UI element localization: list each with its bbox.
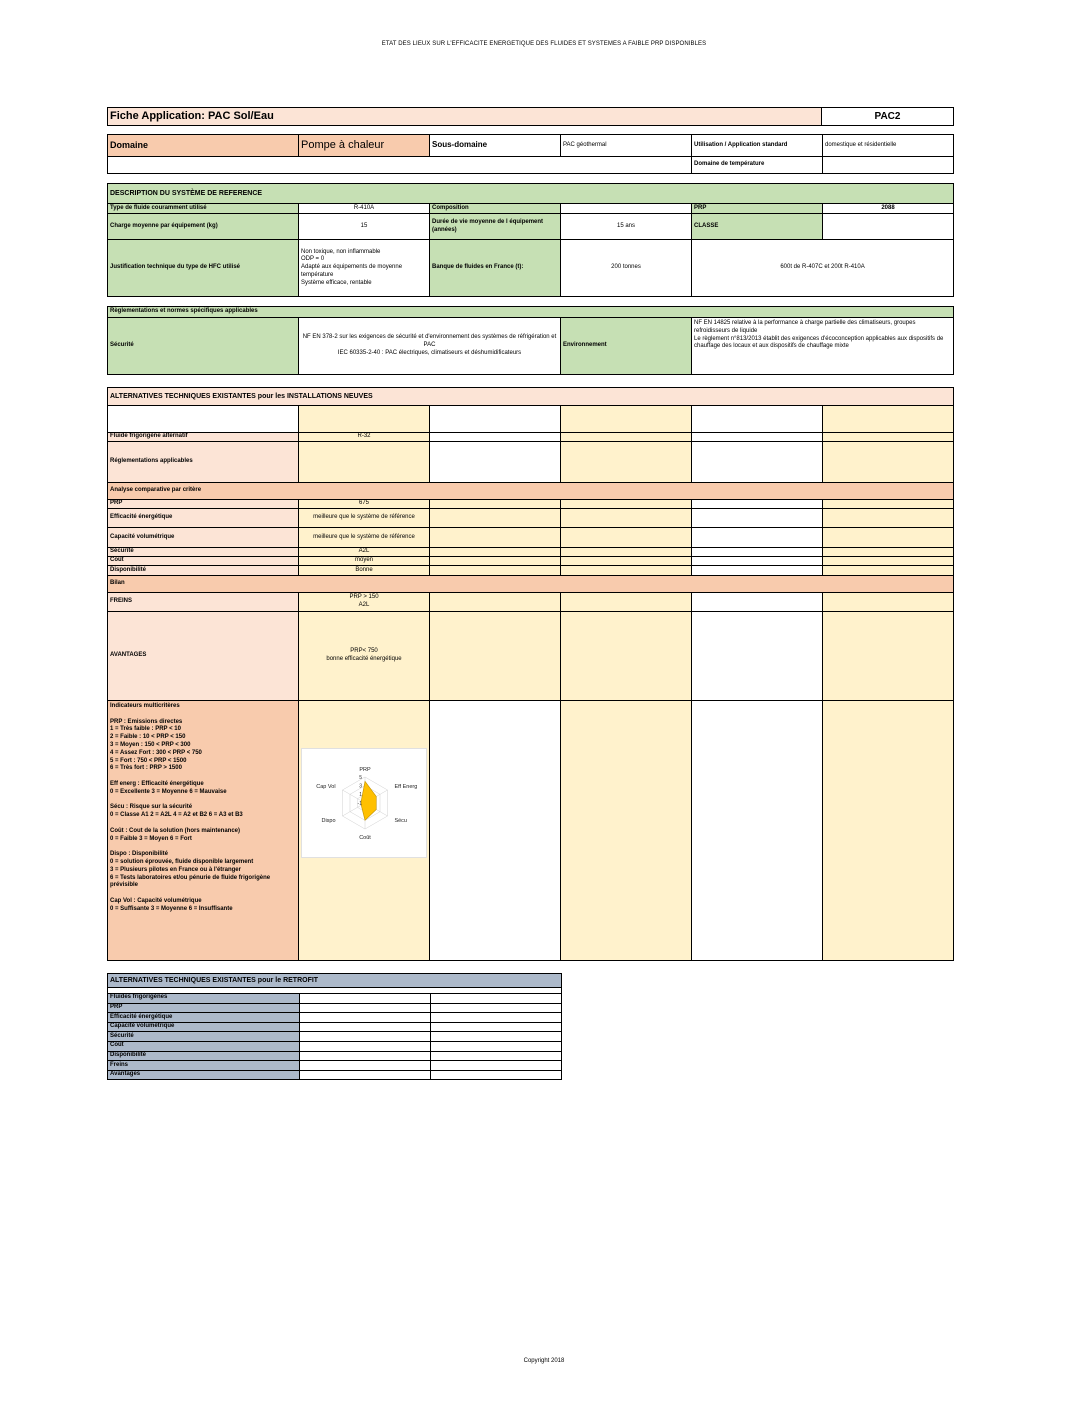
- retrofit-row-label: Fluides frigorigènes: [108, 994, 300, 1004]
- indicateur-line: 5 = Fort : 750 < PRP < 1500: [110, 757, 187, 764]
- radar-tick-label: 5: [359, 774, 362, 781]
- duree-label: Durée de vie moyenne de l équipement (années): [430, 214, 561, 240]
- indicateurs-legend: [108, 701, 299, 961]
- retrofit-cell: [300, 1041, 431, 1051]
- securite-value: [299, 318, 561, 375]
- securite-line: NF EN 378-2 sur les exigences de sécurité et d'environnement des systèmes de réfrigération et PAC: [302, 334, 557, 349]
- freins-line: A2L: [358, 602, 370, 608]
- indicateur-line: Eff energ : Efficacité énergétique: [110, 780, 204, 787]
- banque-detail: 600t de R-407C et 200t R-410A: [692, 240, 954, 297]
- retrofit-row-label: Disponibilité: [108, 1051, 300, 1061]
- radar-category-label: Eff Energ: [394, 784, 418, 790]
- radar-tick-label: 3: [359, 783, 362, 790]
- composition-label: Composition: [430, 204, 561, 214]
- indicateur-line: [110, 890, 296, 898]
- domaine-empty-cell: [108, 157, 692, 174]
- retrofit-cell: [300, 1061, 431, 1071]
- fiche-code: PAC2: [822, 108, 954, 126]
- retrofit-row: [108, 1032, 562, 1042]
- retrofit-cell: [300, 1051, 431, 1061]
- radar-category-label: Coût: [359, 835, 371, 841]
- indicateur-line: Cap Vol : Capacité volumétrique: [110, 897, 202, 904]
- securite-label: Sécurité: [108, 318, 299, 375]
- indicateur-line: Coût : Cout de la solution (hors maintenance): [110, 827, 241, 834]
- banque-label: Banque de fluides en France (t):: [430, 240, 561, 297]
- sous-domaine-label: Sous-domaine: [430, 135, 561, 157]
- utilisation-label: Utilisation / Application standard: [692, 135, 823, 157]
- bilan-header: Bilan: [108, 576, 954, 593]
- radar-series-area: [361, 781, 376, 820]
- indicateur-line: 0 = solution éprouvée, fluide disponible largement: [110, 858, 254, 865]
- radar-cell: [299, 701, 430, 961]
- alt-disponibilite-value: Bonne: [299, 566, 430, 576]
- alternatives-header: ALTERNATIVES TECHNIQUES EXISTANTES pour les INSTALLATIONS NEUVES: [108, 388, 954, 406]
- retrofit-row-label: Freins: [108, 1061, 300, 1071]
- retrofit-row: [108, 1061, 562, 1071]
- duree-value: 15 ans: [561, 214, 692, 240]
- indicateur-line: [110, 820, 296, 828]
- indicateur-line: 3 = Plusieurs pilotes en France ou à l'étranger: [110, 866, 241, 873]
- indicateur-line: 6 = Très fort : PRP > 1500: [110, 765, 182, 772]
- indicateur-line: 0 = Classe A1 2 = A2L 4 = A2 et B2 6 = A3 et B3: [110, 812, 243, 819]
- fiche-title: Fiche Application: PAC Sol/Eau: [108, 108, 822, 126]
- indicateur-line: 0 = Suffisante 3 = Moyenne 6 = Insuffisante: [110, 905, 233, 912]
- radar-category-label: Sécu: [394, 818, 407, 824]
- charge-value: 15: [299, 214, 430, 240]
- indicateur-line: [110, 843, 296, 851]
- retrofit-cell: [431, 1051, 562, 1061]
- domaine-table: [107, 134, 954, 174]
- retrofit-row: [108, 994, 562, 1004]
- retrofit-cell: [300, 1032, 431, 1042]
- retrofit-cell: [300, 1022, 431, 1032]
- indicateur-line: 0 = Excellente 3 = Moyenne 6 = Mauvaise: [110, 788, 227, 795]
- radar-chart: [301, 748, 427, 858]
- retrofit-row: [108, 1003, 562, 1013]
- indicateur-line: 0 = Faible 3 = Moyen 6 = Fort: [110, 835, 192, 842]
- alternatives-table: [107, 387, 954, 961]
- radar-tick-label: 1: [359, 792, 362, 799]
- retrofit-row-label: Coût: [108, 1041, 300, 1051]
- retrofit-cell: [431, 1070, 562, 1080]
- alt-disponibilite-label: Disponibilité: [108, 566, 299, 576]
- environnement-value: [692, 318, 954, 375]
- reglementations-applicables-label: Réglementations applicables: [108, 442, 299, 483]
- freins-value: [299, 593, 430, 612]
- avantages-label: AVANTAGES: [108, 612, 299, 701]
- retrofit-cell: [431, 994, 562, 1004]
- retrofit-cell: [300, 1070, 431, 1080]
- retrofit-cell: [431, 1013, 562, 1023]
- indicateur-line: Dispo : Disponibilité: [110, 851, 168, 858]
- indicateur-line: 2 = Faible : 10 < PRP < 150: [110, 734, 186, 741]
- retrofit-row: [108, 1022, 562, 1032]
- indicateur-line: [110, 711, 296, 719]
- indicateur-line: [110, 773, 296, 781]
- environnement-line: Le règlement n°813/2013 établit des exigences d'écoconception applicables aux dispositifs de chauffage des locaux et aux dispositifs de chauffage mixte: [694, 335, 944, 350]
- retrofit-row-label: Capacité volumétrique: [108, 1022, 300, 1032]
- environnement-line: NF EN 14825 relative à la performance à charge partielle des climatiseurs, groupes refroidisseurs de liquide: [694, 320, 916, 334]
- temperature-label: Domaine de température: [692, 157, 823, 174]
- utilisation-value: domestique et résidentielle: [823, 135, 954, 157]
- retrofit-row-label: Efficacité énergétique: [108, 1013, 300, 1023]
- retrofit-header: ALTERNATIVES TECHNIQUES EXISTANTES pour le RETROFIT: [108, 974, 562, 988]
- alt-cout-label: Coût: [108, 557, 299, 566]
- banque-value: 200 tonnes: [561, 240, 692, 297]
- classe-label: CLASSE: [692, 214, 823, 240]
- classe-value: [823, 214, 954, 240]
- retrofit-cell: [300, 1013, 431, 1023]
- fluide-alternatif-label: Fluide frigorigène alternatif: [108, 433, 299, 442]
- prp-label: PRP: [692, 204, 823, 214]
- avantages-line: bonne efficacité énergétique: [326, 656, 402, 662]
- justification-value: [299, 240, 430, 297]
- indicateur-line: 6 = Tests laboratoires et/ou pénurie de fluide frigorigène prévisible: [110, 874, 271, 889]
- reference-table: [107, 183, 954, 375]
- retrofit-cell: [300, 1003, 431, 1013]
- securite-line: IEC 60335-2-40 : PAC électriques, climatiseurs et déshumidificateurs: [337, 349, 522, 356]
- radar-category-label: PRP: [359, 767, 371, 773]
- indicateur-line: Indicateurs multicritères: [110, 703, 180, 709]
- radar-tick-label: -1: [357, 800, 362, 807]
- type-fluide-value: R-410A: [299, 204, 430, 214]
- alt-capacite-value: meilleure que le système de référence: [299, 528, 430, 548]
- domaine-label: Domaine: [108, 135, 299, 157]
- reference-header: DESCRIPTION DU SYSTÈME DE REFERENCE: [108, 184, 954, 204]
- alt-efficacite-value: meilleure que le système de référence: [299, 509, 430, 528]
- retrofit-cell: [431, 1003, 562, 1013]
- freins-label: FREINS: [108, 593, 299, 612]
- retrofit-row-label: Avantages: [108, 1070, 300, 1080]
- justification-line: Système efficace, rentable: [301, 279, 372, 286]
- retrofit-cell: [431, 1032, 562, 1042]
- avantages-line: PRP< 750: [350, 648, 378, 655]
- alt-securite-label: Sécurité: [108, 548, 299, 557]
- retrofit-cell: [431, 1061, 562, 1071]
- sous-domaine-value: PAC géothermal: [561, 135, 692, 157]
- indicateur-line: 3 = Moyen : 150 < PRP < 300: [110, 741, 191, 748]
- prp-value: 2088: [823, 204, 954, 214]
- environnement-label: Environnement: [561, 318, 692, 375]
- alt-prp-label: PRP: [108, 500, 299, 509]
- justification-label: Justification technique du type de HFC utilisé: [108, 240, 299, 297]
- reglementations-header: Règlementations et normes spécifiques applicables: [108, 307, 954, 318]
- retrofit-row: [108, 1013, 562, 1023]
- domaine-value: Pompe à chaleur: [299, 135, 430, 157]
- retrofit-row-label: PRP: [108, 1003, 300, 1013]
- retrofit-row-label: Sécurité: [108, 1032, 300, 1042]
- composition-value: [561, 204, 692, 214]
- indicateur-line: 4 = Assez Fort : 300 < PRP < 750: [110, 749, 202, 756]
- radar-category-label: Dispo: [321, 818, 336, 824]
- fluide-alternatif-value: R-32: [299, 433, 430, 442]
- retrofit-cell: [431, 1022, 562, 1032]
- retrofit-table: [107, 973, 562, 1080]
- type-fluide-label: Type de fluide couramment utilisé: [108, 204, 299, 214]
- page-footer: Copyright 2018: [523, 1358, 565, 1364]
- alt-securite-value: A2L: [299, 548, 430, 557]
- radar-category-label: Cap Vol: [316, 784, 336, 790]
- freins-line: PRP > 150: [349, 594, 379, 601]
- page-header: ETAT DES LIEUX SUR L'EFFICACITE ENERGETIQUE DES FLUIDES ET SYSTEMES A FAIBLE PRP DISPONIBLES: [381, 41, 707, 47]
- alt-efficacite-label: Efficacité énergétique: [108, 509, 299, 528]
- justification-line: Adapté aux équipements de moyenne température: [301, 264, 403, 278]
- fiche-title-table: [107, 107, 954, 126]
- charge-label: Charge moyenne par équipement (kg): [108, 214, 299, 240]
- alt-cout-value: moyen: [299, 557, 430, 566]
- analyse-header: Analyse comparative par critère: [108, 483, 954, 500]
- temperature-value: [823, 157, 954, 174]
- indicateur-line: [110, 797, 296, 805]
- indicateur-line: 1 = Très faible : PRP < 10: [110, 726, 181, 733]
- indicateur-line: Sécu : Risque sur la sécurité: [110, 804, 193, 811]
- alt-prp-value: 675: [299, 500, 430, 509]
- retrofit-row: [108, 1051, 562, 1061]
- retrofit-cell: [431, 1041, 562, 1051]
- justification-line: ODP = 0: [301, 256, 325, 263]
- justification-line: Non toxique, non inflammable: [301, 248, 381, 255]
- indicateur-line: PRP : Emissions directes: [110, 718, 183, 725]
- retrofit-cell: [300, 994, 431, 1004]
- alt-capacite-label: Capacité volumétrique: [108, 528, 299, 548]
- avantages-value: [299, 612, 430, 701]
- retrofit-row: [108, 1070, 562, 1080]
- radar-svg: [302, 749, 428, 859]
- retrofit-row: [108, 1041, 562, 1051]
